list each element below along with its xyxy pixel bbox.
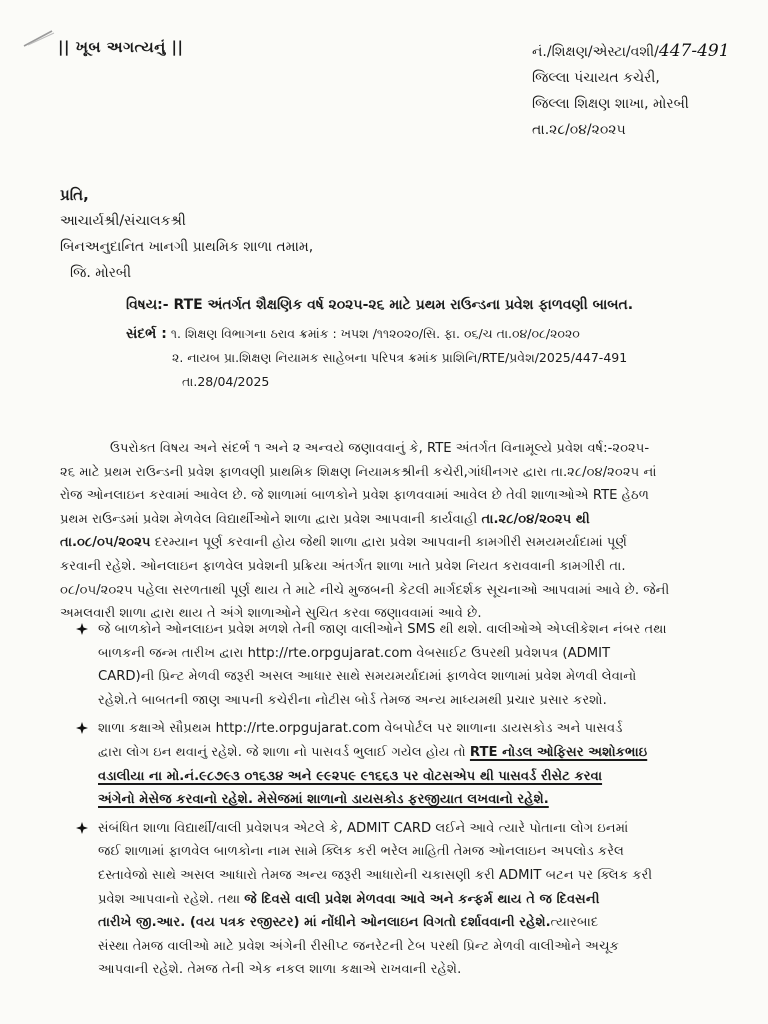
item-3-line-7: આપવાની રહેશે. તેમજ તેની એક નકલ શાળા કક્ષાએ રાખવાની રહેશે. — [98, 962, 462, 978]
reference-1-line — [126, 322, 627, 346]
addressee-line-1: આચાર્યશ્રી/સંચાલકશ્રી — [60, 213, 186, 229]
instruction-item-3 — [86, 817, 736, 982]
pencil-stroke-mark — [22, 28, 56, 48]
office-line-2: જિલ્લા શિક્ષણ શાખા, મોરબી — [532, 96, 689, 112]
body-line-1: ઉપરોક્ત વિષય અને સંદર્ભ ૧ અને ૨ અન્વયે જણાવવાનું કે, RTE અંતર્ગત વિનામૂલ્યે પ્રવેશ વર્ષ:-૨૦૨૫- — [110, 441, 650, 456]
addressee-line-3: જિ. મોરબી — [70, 265, 132, 281]
body-line-4 — [60, 508, 732, 532]
office-line-1: જિલ્લા પંચાયત કચેરી, — [532, 70, 660, 86]
body-line-5-text: દરમ્યાન પૂર્ણ કરવાની હોય જેથી શાળા દ્વારા પ્રવેશ આપવાની કામગીરી સમયમર્યાદામાં પૂર્ણ — [150, 535, 627, 551]
body-line-5 — [60, 531, 732, 555]
body-line-4-text: પ્રથમ રાઉન્ડમાં પ્રવેશ મેળવેલ વિદ્યાર્થીઓને શાળા દ્વારા પ્રવેશ આપવાની કાર્યવાહી — [60, 511, 482, 527]
reference-2-date: તા.28/04/2025 — [182, 374, 270, 389]
addressee-line-2: બિનઅનુદાનિત ખાનગી પ્રાથમિક શાળા તમામ, — [60, 239, 314, 255]
addressee-prati: પ્રતિ, — [60, 186, 89, 204]
item-2-line-2-text: દ્વારા લોગ ઇન થવાનું રહેશે. જે શાળા નો પાસવર્ડ ભુલાઈ ગયેલ હોય તો — [98, 744, 470, 760]
instruction-item-2 — [86, 717, 736, 811]
addressee-block — [60, 182, 313, 286]
item-1-line-2: બાળકની જન્મ તારીખ દ્વારા http://rte.orpgujarat.com વેબસાઈટ ઉપરથી પ્રવેશપત્ર (ADMIT — [98, 645, 611, 661]
body-line-6: કરવાની રહેશે. ઓનલાઇન ફાળવેલ પ્રવેશની પ્રક્રિયા અંતર્ગત શાળા ખાતે પ્રવેશ નિયત કરાવવાની કામગીરી તા. — [60, 558, 626, 574]
item-3-line-6: સંસ્થા તેમજ વાલીઓ માટે પ્રવેશ અંગેની રીસીપ્ટ જનરેટની ટેબ પરથી પ્રિન્ટ મેળવી વાલીઓને અચૂક — [98, 938, 619, 954]
diamond-bullet-icon — [76, 722, 88, 734]
handwritten-reference-number: 447-491 — [658, 41, 730, 61]
item-3-line-5-text: ત્યારબાદ — [550, 915, 599, 931]
item-1-line-3: CARD)ની પ્રિન્ટ મેળવી જરૂરી અસલ આધાર સાથે સમયમર્યાદામાં ફાળવેલ શાળામાં પ્રવેશ મેળવી લેવાનો — [98, 669, 637, 685]
body-line-2: ૨૬ માટે પ્રથમ રાઉન્ડની પ્રવેશ ફાળવણી પ્રાથમિક શિક્ષણ નિયામકશ્રીની કચેરી,ગાંધીનગર દ્વારા તા.૨૮/૦૪/૨૦૨૫ નાં — [60, 464, 657, 480]
body-line-7: ૦૮/૦૫/૨૦૨૫ પહેલા સરળતાથી પૂર્ણ થાય તે માટે નીચે મુજબની કેટલી માર્ગદર્શક સૂચનાઓ આપવામાં આવે છે. જેની — [60, 582, 670, 598]
item-1-line-4: રહેશે.તે બાબતની જાણ આપની કચેરીના નોટીસ બોર્ડ તેમજ અન્ય માધ્યમથી પ્રચાર પ્રસાર કરશો. — [98, 692, 607, 708]
start-date-bold: તા.૨૮/૦૪/૨૦૨૫ થી — [481, 511, 590, 527]
reference-block — [532, 38, 730, 143]
references-label: સંદર્ભ : — [126, 326, 167, 342]
body-line-3: રોજ ઓનલાઇન કરવામાં આવેલ છે. જે શાળામાં બાળકોને પ્રવેશ ફાળવવામાં આવેલ છે તેવી શાળાઓએ RTE હેઠળ — [60, 488, 649, 504]
item-3-line-4 — [98, 888, 736, 912]
item-2-line-2 — [98, 741, 736, 765]
main-paragraph — [60, 437, 732, 626]
item-3-line-1: સંબંધિત શાળા વિદ્યાર્થી/વાલી પ્રવેશપત્ર એટલે કે, ADMIT CARD લઈને આવે ત્યારે પોતાના લોગ ઇનમાં — [98, 820, 629, 836]
diamond-bullet-icon — [76, 623, 88, 635]
item-2-line-1: શાળા કક્ષાએ સૌપ્રથમ http://rte.orpgujarat.com વેબપોર્ટલ પર શાળાના ડાયસકોડ અને પાસવર્ડ — [98, 721, 623, 737]
nodal-officer-bold: RTE નોડલ ઓફિસર અશોકભાઇ — [469, 744, 648, 760]
item-2-line-3: વડાલીયા ના મો.નં.૯૮૭૯૩ ૦૧૬૩૪ અને ૯૯૨૫૯ ૯૧૬૬૩ પર વોટસએપ થી પાસવર્ડ રીસેટ કરવા — [98, 768, 603, 784]
reference-2: ૨. નાયબ પ્રા.શિક્ષણ નિયામક સાહેબના પરિપત્ર ક્રમાંક પ્રાશિનિ/RTE/પ્રવેશ/2025/447-491 — [172, 350, 628, 365]
item-3-line-2: જઈ શાળામાં ફાળવેલ બાળકોના નામ સામે ક્લિક કરી ભરેલ માહિતી તેમજ ઓનલાઇન અપલોડ કરેલ — [98, 844, 625, 860]
item-3-line-4-text: પ્રવેશ આપવાનો રહેશે. તથા — [98, 891, 245, 907]
reference-1: ૧. શિક્ષણ વિભાગના ઠરાવ ક્રમાંક : ખપશ /૧૧૨૦૨૦/સિ. ફા. ૦૬/ચ તા.૦૪/૦૮/૨૦૨૦ — [170, 326, 580, 341]
letter-date: તા.૨૮/૦૪/૨૦૨૫ — [532, 122, 626, 138]
references-block — [126, 322, 627, 394]
instruction-item-1 — [86, 618, 736, 712]
subject-line: વિષય:- RTE અંતર્ગત શૈક્ષણિક વર્ષ ૨૦૨૫-૨૬ માટે પ્રથમ રાઉન્ડના પ્રવેશ ફાળવણી બાબત. — [126, 297, 634, 313]
importance-tag: || ખૂબ અગત્યનું || — [58, 38, 184, 56]
end-date-bold: તા.૦૮/૦૫/૨૦૨૫ — [60, 535, 151, 551]
item-2-line-4: અંગેનો મેસેજ કરવાનો રહેશે. મેસેજમાં શાળાનો ડાયસકોડ ફરજીયાત લખવાનો રહેશે. — [98, 792, 549, 808]
reference-number-line — [532, 38, 730, 65]
instruction-list — [86, 618, 736, 987]
body-line-8: અમલવારી શાળા દ્વારા થાય તે અંગે શાળાઓને સુચિત કરવા જણાવવામાં આવે છે. — [60, 606, 482, 622]
item-3-line-5 — [98, 911, 736, 935]
item-3-line-3: દસ્તાવેજો સાથે અસલ આધારો તેમજ અન્ય જરૂરી આધારોની ચકાસણી કરી ADMIT બટન પર ક્લિક કરી — [98, 867, 653, 883]
diamond-bullet-icon — [76, 822, 88, 834]
item-1-line-1: જે બાળકોને ઓનલાઇન પ્રવેશ મળશે તેની જાણ વાલીઓને SMS થી થશે. વાલીઓએ એપ્લીકેશન નંબર તથા — [98, 622, 667, 637]
same-day-bold: જે દિવસે વાલી પ્રવેશ મેળવવા આવે અને કન્ફર્મ થાય તે જ દિવસની — [244, 891, 600, 907]
reference-number-prefix: નં./શિક્ષણ/એસ્ટા/વશી/ — [532, 44, 659, 60]
gr-register-bold: તારીખે જી.આર. (વય પત્રક રજીસ્ટર) માં નોંધીને ઓનલાઇન વિગતો દર્શાવવાની રહેશે. — [98, 915, 551, 931]
